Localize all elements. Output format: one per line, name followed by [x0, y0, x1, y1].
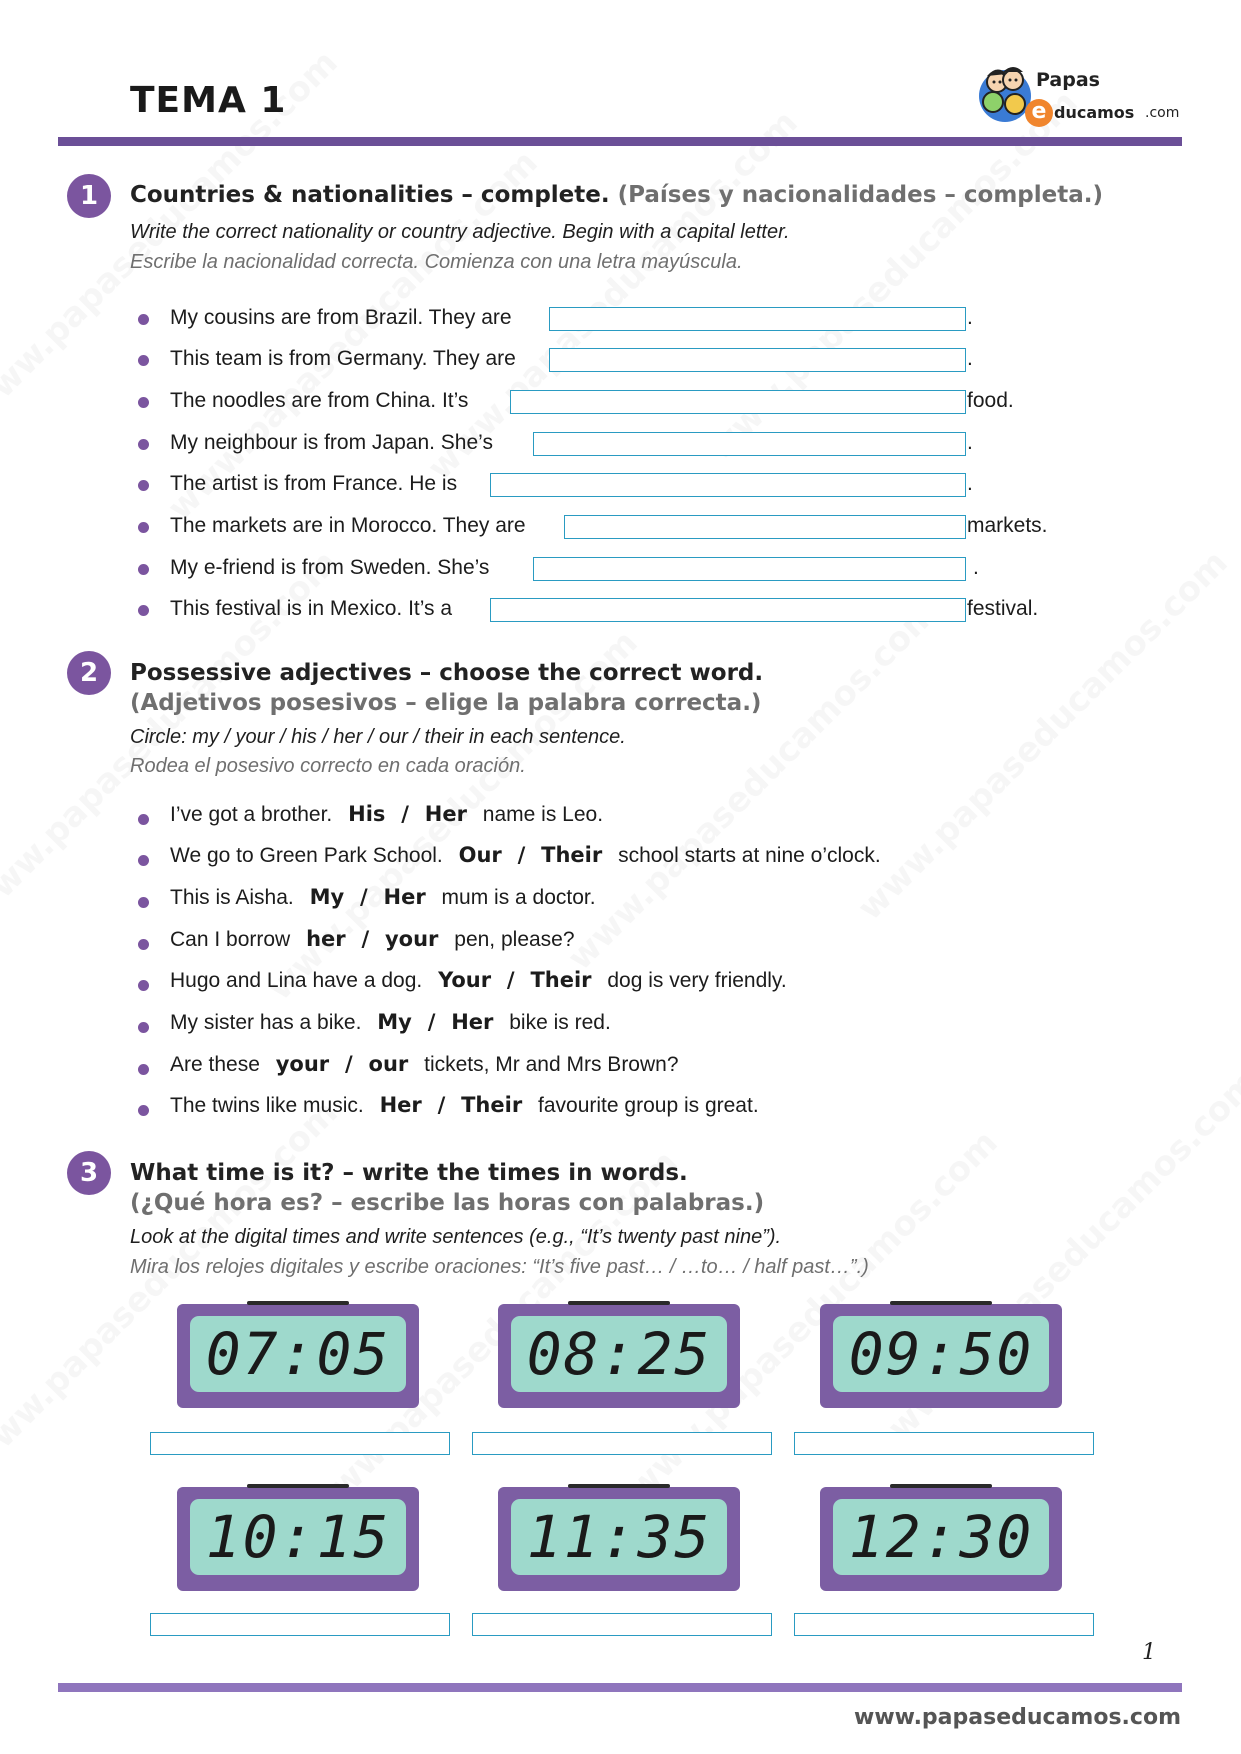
fill-in-item: [170, 595, 1070, 625]
option-separator: /: [437, 1093, 446, 1117]
nationality-answer-input[interactable]: [533, 432, 966, 456]
exercise-number-badge: 3: [67, 1151, 111, 1195]
clock-top-bar: [247, 1484, 349, 1488]
nationality-answer-input[interactable]: [549, 348, 966, 372]
exercise-title-es: (Adjetivos posesivos – elige la palabra correcta.): [130, 690, 762, 716]
item-suffix: festival.: [967, 597, 1039, 620]
option-1[interactable]: Your: [438, 968, 492, 992]
logo-com-text: .com: [1145, 105, 1180, 121]
item-prompt: The markets are in Morocco. They are: [170, 514, 526, 537]
digital-clock: [820, 1487, 1062, 1591]
clock-top-bar: [890, 1301, 992, 1305]
fill-in-item: [170, 554, 1070, 584]
bullet-icon: [138, 980, 149, 991]
nationality-answer-input[interactable]: [533, 557, 966, 581]
site-logo[interactable]: [975, 60, 1185, 130]
item-before-text: We go to Green Park School.: [170, 844, 443, 867]
clock-time: 09:50: [848, 1320, 1034, 1388]
item-before-text: This is Aisha.: [170, 886, 294, 909]
clock-screen: [511, 1499, 727, 1575]
exercise-instruction-en: Circle: my / your / his / her / our / their in each sentence.: [130, 726, 626, 748]
time-answer-input[interactable]: [150, 1613, 450, 1636]
bullet-icon: [138, 855, 149, 866]
option-2[interactable]: Their: [530, 968, 592, 992]
choice-item: [170, 843, 1070, 873]
logo-e-badge: e: [1025, 99, 1053, 127]
item-before-text: My sister has a bike.: [170, 1011, 362, 1034]
choice-item: [170, 1093, 1070, 1123]
option-separator: /: [361, 927, 370, 951]
nationality-answer-input[interactable]: [510, 390, 966, 414]
bullet-icon: [138, 939, 149, 950]
exercise-title-es: (Países y nacionalidades – completa.): [617, 182, 1104, 208]
exercise-number-badge: 1: [67, 174, 111, 218]
exercise-instruction-es: Rodea el posesivo correcto en cada oración.: [130, 755, 526, 777]
item-suffix: .: [967, 431, 973, 454]
bullet-icon: [138, 355, 149, 366]
fill-in-item: [170, 470, 1070, 500]
exercise-instruction-es: Escribe la nacionalidad correcta. Comienza con una letra mayúscula.: [130, 251, 743, 273]
logo-ducamos-text: ducamos: [1054, 103, 1135, 122]
fill-in-item: [170, 429, 1070, 459]
option-1[interactable]: My: [377, 1010, 412, 1034]
option-2[interactable]: Their: [541, 843, 603, 867]
option-separator: /: [427, 1010, 436, 1034]
clock-top-bar: [568, 1484, 670, 1488]
choice-item: [170, 885, 1070, 915]
bullet-icon: [138, 522, 149, 533]
item-prompt: My cousins are from Brazil. They are: [170, 306, 512, 329]
time-answer-input[interactable]: [472, 1432, 772, 1455]
item-after-text: mum is a doctor.: [441, 886, 596, 909]
exercise-instruction-es: Mira los relojes digitales y escribe oraciones: “It’s five past… / …to… / half past…”.): [130, 1256, 869, 1278]
option-1[interactable]: her: [306, 927, 346, 951]
item-before-text: Hugo and Lina have a dog.: [170, 969, 423, 992]
item-after-text: dog is very friendly.: [607, 969, 787, 992]
bullet-icon: [138, 439, 149, 450]
clock-time: 08:25: [526, 1320, 712, 1388]
item-prompt: The artist is from France. He is: [170, 472, 458, 495]
nationality-answer-input[interactable]: [490, 473, 966, 497]
digital-clock: [820, 1304, 1062, 1408]
option-separator: /: [517, 843, 526, 867]
item-prompt: My neighbour is from Japan. She’s: [170, 431, 493, 454]
exercise-title-en: What time is it? – write the times in words.: [130, 1160, 688, 1186]
time-answer-input[interactable]: [794, 1613, 1094, 1636]
bullet-icon: [138, 1105, 149, 1116]
item-prompt: This team is from Germany. They are: [170, 347, 516, 370]
item-prompt: My e-friend is from Sweden. She’s: [170, 556, 490, 579]
bullet-icon: [138, 397, 149, 408]
item-suffix: .: [973, 556, 979, 579]
exercise-instruction-en: Write the correct nationality or country adjective. Begin with a capital letter.: [130, 221, 790, 243]
choice-item: [170, 1010, 1070, 1040]
option-2[interactable]: our: [368, 1052, 409, 1076]
exercise-title-es: (¿Qué hora es? – escribe las horas con palabras.): [130, 1190, 765, 1216]
item-after-text: favourite group is great.: [538, 1094, 759, 1117]
item-suffix: .: [967, 306, 973, 329]
bullet-icon: [138, 814, 149, 825]
item-before-text: Can I borrow: [170, 928, 291, 951]
footer-divider: [58, 1683, 1182, 1692]
clock-top-bar: [890, 1484, 992, 1488]
clock-time: 11:35: [526, 1503, 712, 1571]
clock-top-bar: [247, 1301, 349, 1305]
time-answer-input[interactable]: [472, 1613, 772, 1636]
option-separator: /: [360, 885, 368, 909]
digital-clock: [498, 1487, 740, 1591]
clock-time: 12:30: [848, 1503, 1034, 1571]
option-1[interactable]: your: [275, 1052, 330, 1076]
fill-in-item: [170, 387, 1070, 417]
item-suffix: food.: [967, 389, 1014, 412]
clock-time: 07:05: [205, 1320, 391, 1388]
bullet-icon: [138, 480, 149, 491]
digital-clock: [177, 1304, 419, 1408]
choice-item: [170, 927, 1070, 957]
option-2[interactable]: Her: [424, 802, 467, 826]
exercise-title: [130, 182, 1103, 208]
option-separator: /: [401, 802, 409, 826]
exercise-number-badge: 2: [67, 651, 111, 695]
clock-time: 10:15: [205, 1503, 391, 1571]
exercise-title-en: Possessive adjectives – choose the correct word.: [130, 660, 764, 686]
option-1[interactable]: Her: [379, 1093, 422, 1117]
item-suffix: .: [967, 472, 973, 495]
header-divider: [58, 137, 1182, 146]
exercise-title-en: Countries & nationalities – complete.: [130, 182, 610, 208]
bullet-icon: [138, 564, 149, 575]
page-title: TEMA 1: [130, 80, 287, 121]
bullet-icon: [138, 314, 149, 325]
option-1[interactable]: Our: [458, 843, 502, 867]
item-after-text: pen, please?: [454, 928, 575, 951]
item-suffix: .: [967, 347, 973, 370]
fill-in-item: [170, 304, 1070, 334]
option-1[interactable]: My: [309, 885, 345, 909]
watermark: [0, 1093, 346, 1479]
time-answer-input[interactable]: [794, 1432, 1094, 1455]
nationality-answer-input[interactable]: [549, 307, 966, 331]
option-2[interactable]: Her: [383, 885, 426, 909]
clock-screen: [833, 1499, 1049, 1575]
digital-clock: [498, 1304, 740, 1408]
item-after-text: tickets, Mr and Mrs Brown?: [424, 1053, 679, 1076]
item-suffix: markets.: [967, 514, 1048, 537]
clock-screen: [190, 1499, 406, 1575]
option-1[interactable]: His: [348, 802, 386, 826]
option-separator: /: [506, 968, 515, 992]
item-prompt: This festival is in Mexico. It’s a: [170, 597, 453, 620]
digital-clock: [177, 1487, 419, 1591]
item-after-text: name is Leo.: [482, 803, 604, 826]
exercise-instruction-en: Look at the digital times and write sentences (e.g., “It’s twenty past nine”).: [130, 1226, 782, 1248]
clock-screen: [511, 1316, 727, 1392]
option-separator: /: [345, 1052, 353, 1076]
footer-url-link[interactable]: www.papaseducamos.com: [854, 1705, 1181, 1730]
watermark: [560, 593, 946, 979]
page-number: 1: [1142, 1640, 1156, 1665]
clock-screen: [833, 1316, 1049, 1392]
bullet-icon: [138, 1064, 149, 1075]
item-before-text: I’ve got a brother.: [170, 803, 333, 826]
option-2[interactable]: Her: [451, 1010, 494, 1034]
item-prompt: The noodles are from China. It’s: [170, 389, 469, 412]
nationality-answer-input[interactable]: [564, 515, 966, 539]
bullet-icon: [138, 605, 149, 616]
bullet-icon: [138, 897, 149, 908]
logo-papas-text: Papas: [1036, 69, 1100, 91]
item-after-text: school starts at nine o’clock.: [618, 844, 881, 867]
fill-in-item: [170, 345, 1070, 375]
bullet-icon: [138, 1022, 149, 1033]
choice-item: [170, 802, 1070, 832]
option-2[interactable]: Their: [461, 1093, 523, 1117]
time-answer-input[interactable]: [150, 1432, 450, 1455]
item-after-text: bike is red.: [509, 1011, 611, 1034]
clock-screen: [190, 1316, 406, 1392]
choice-item: [170, 968, 1070, 998]
choice-item: [170, 1052, 1070, 1082]
option-2[interactable]: your: [384, 927, 439, 951]
item-before-text: Are these: [170, 1053, 260, 1076]
item-before-text: The twins like music.: [170, 1094, 364, 1117]
nationality-answer-input[interactable]: [490, 598, 966, 622]
clock-top-bar: [568, 1301, 670, 1305]
fill-in-item: [170, 512, 1070, 542]
